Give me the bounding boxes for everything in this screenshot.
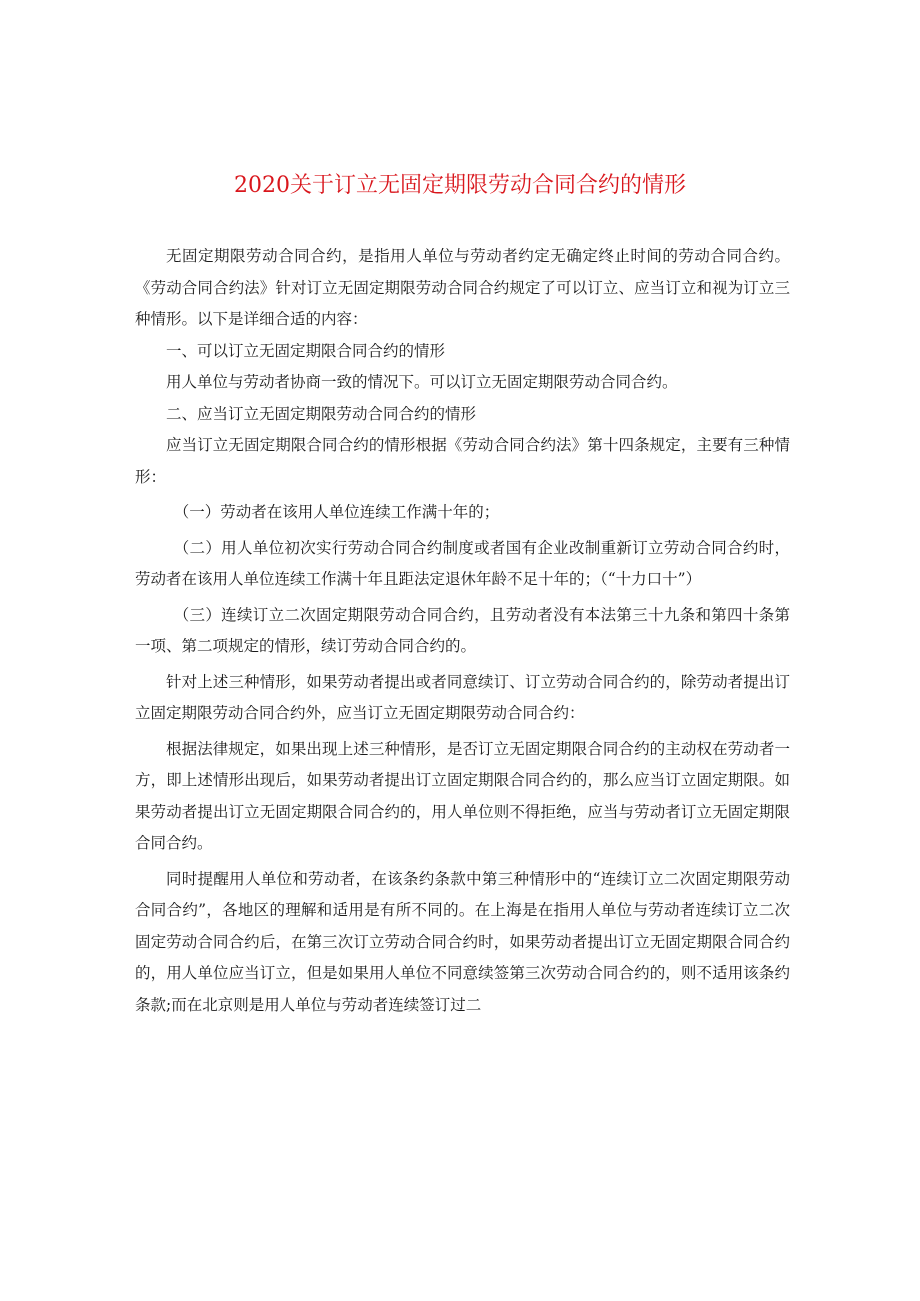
paragraph-legal-basis: 根据法律规定，如果出现上述三种情形，是否订立无固定期限合同合约的主动权在劳动者一方，即上述情形出现后，如果劳动者提出订立固定期限合同合约的，那么应当订立固定期限。如果劳动者提出订立无固定期限合同合约的，用人单位则不得拒绝，应当与劳动者订立无固定期限合同合约。 (135, 739, 790, 852)
list-item-1: （一）劳动者在该用人单位连续工作满十年的； (173, 503, 500, 521)
list-item-2: （二）用人单位初次实行劳动合同合约制度或者国有企业改制重新订立劳动合同合约时，劳动者在该用人单位连续工作满十年且距法定退休年龄不足十年的；（“十力口十”） (135, 538, 790, 588)
paragraph-summary: 针对上述三种情形，如果劳动者提出或者同意续订、订立劳动合同合约的，除劳动者提出订立固定期限劳动合同合约外，应当订立无固定期限劳动合同合约： (135, 672, 790, 722)
list-item-3: （三）连续订立二次固定期限劳动合同合约，且劳动者没有本法第三十九条和第四十条第一项、第二项规定的情形，续订劳动合同合约的。 (135, 605, 790, 655)
section-heading-1: 一、可以订立无固定期限合同合约的情形 (166, 341, 446, 360)
paragraph-section-2: 应当订立无固定期限合同合约的情形根据《劳动合同合约法》第十四条规定，主要有三种情形： (135, 436, 790, 486)
document-title: 2020关于订立无固定期限劳动合同合约的情形 (234, 173, 686, 198)
paragraph-reminder: 同时提醒用人单位和劳动者，在该条约条款中第三种情形中的“连续订立二次固定期限劳动合同合约”，各地区的理解和适用是有所不同的。在上海是在指用人单位与劳动者连续订立二次固定劳动合同合约后，在第三次订立劳动合同合约时，如果劳动者提出订立无固定期限合同合约的，用人单位应当订立，但是如果用人单位不同意续签第三次劳动合同合约的，则不适用该条约条款;而在北京则是用人单位与劳动者连续签订过二 (135, 869, 790, 1014)
section-heading-2: 二、应当订立无固定期限劳动合同合约的情形 (166, 404, 477, 423)
document-body (135, 241, 790, 1021)
paragraph-intro: 无固定期限劳动合同合约，是指用人单位与劳动者约定无确定终止时间的劳动合同合约。《劳动合同合约法》针对订立无固定期限劳动合同合约规定了可以订立、应当订立和视为订立三种情形。以下是详细合适的内容： (135, 247, 790, 328)
paragraph-section-1: 用人单位与劳动者协商一致的情况下。可以订立无固定期限劳动合同合约。 (166, 373, 678, 391)
